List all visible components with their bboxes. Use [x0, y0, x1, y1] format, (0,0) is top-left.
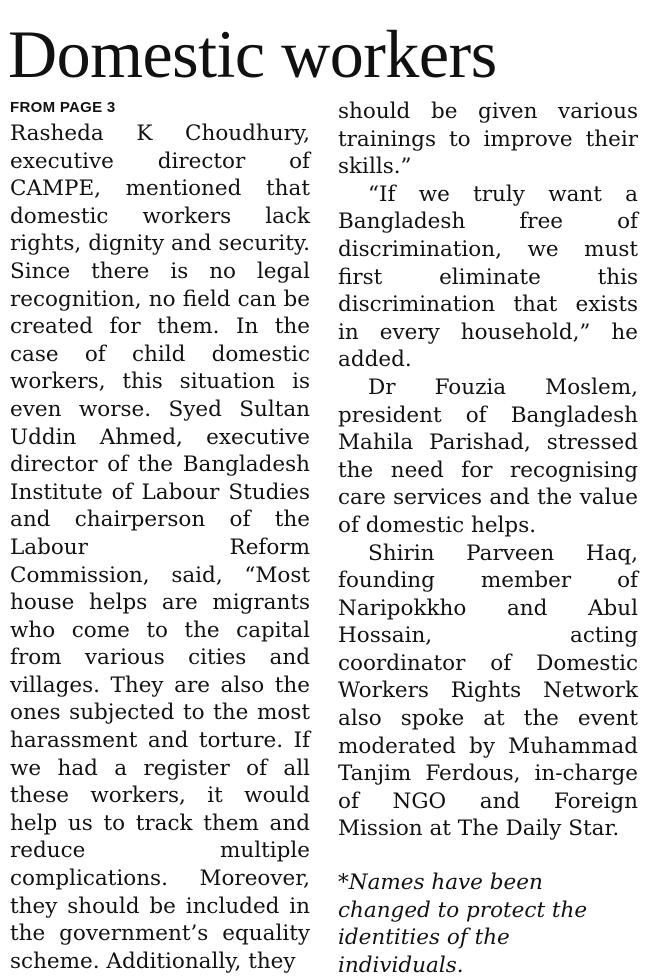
continuation-kicker: FROM PAGE 3	[10, 99, 116, 116]
editor-note: *Names have been changed to protect the identities of the individuals.	[338, 870, 588, 978]
paragraph: Rasheda K Choudhury, executive director of CAMPE, mentioned that domestic workers lack rights, dignity and security. Since there is no legal recognition, no field can be created for them. In the case of child domestic workers, this situation is even worse. Syed Sultan Uddin Ahmed, executive director of the Bangladesh Institute of Labour Studies and chairperson of the Labour Reform Commission, said, “Most house helps are migrants who come to the capital from various cities and villages. They are also the ones subjected to the most harassment and torture. If we had a register of all these workers, it would help us to track them and reduce multiple complications. Moreover, they should be included in the government’s equality scheme. Additionally, they	[10, 121, 310, 974]
paragraph: should be given various trainings to improve their skills.”	[338, 99, 638, 180]
article-column-right	[338, 98, 638, 979]
headline: Domestic workers	[8, 16, 497, 92]
paragraph: Dr Fouzia Moslem, president of Bangladesh Mahila Parishad, stressed the need for recognising care services and the value of domestic helps.	[338, 374, 638, 538]
paragraph: “If we truly want a Bangladesh free of discrimination, we must first eliminate this discrimination that exists in every household,” he added.	[338, 181, 638, 373]
paragraph: Shirin Parveen Haq, founding member of Naripokkho and Abul Hossain, acting coordinator of Domestic Workers Rights Network also spoke at the event moderated by Muhammad Tanjim Ferdous, in-charge of NGO and Foreign Mission at The Daily Star.	[338, 540, 638, 842]
article-column-left	[10, 98, 310, 975]
